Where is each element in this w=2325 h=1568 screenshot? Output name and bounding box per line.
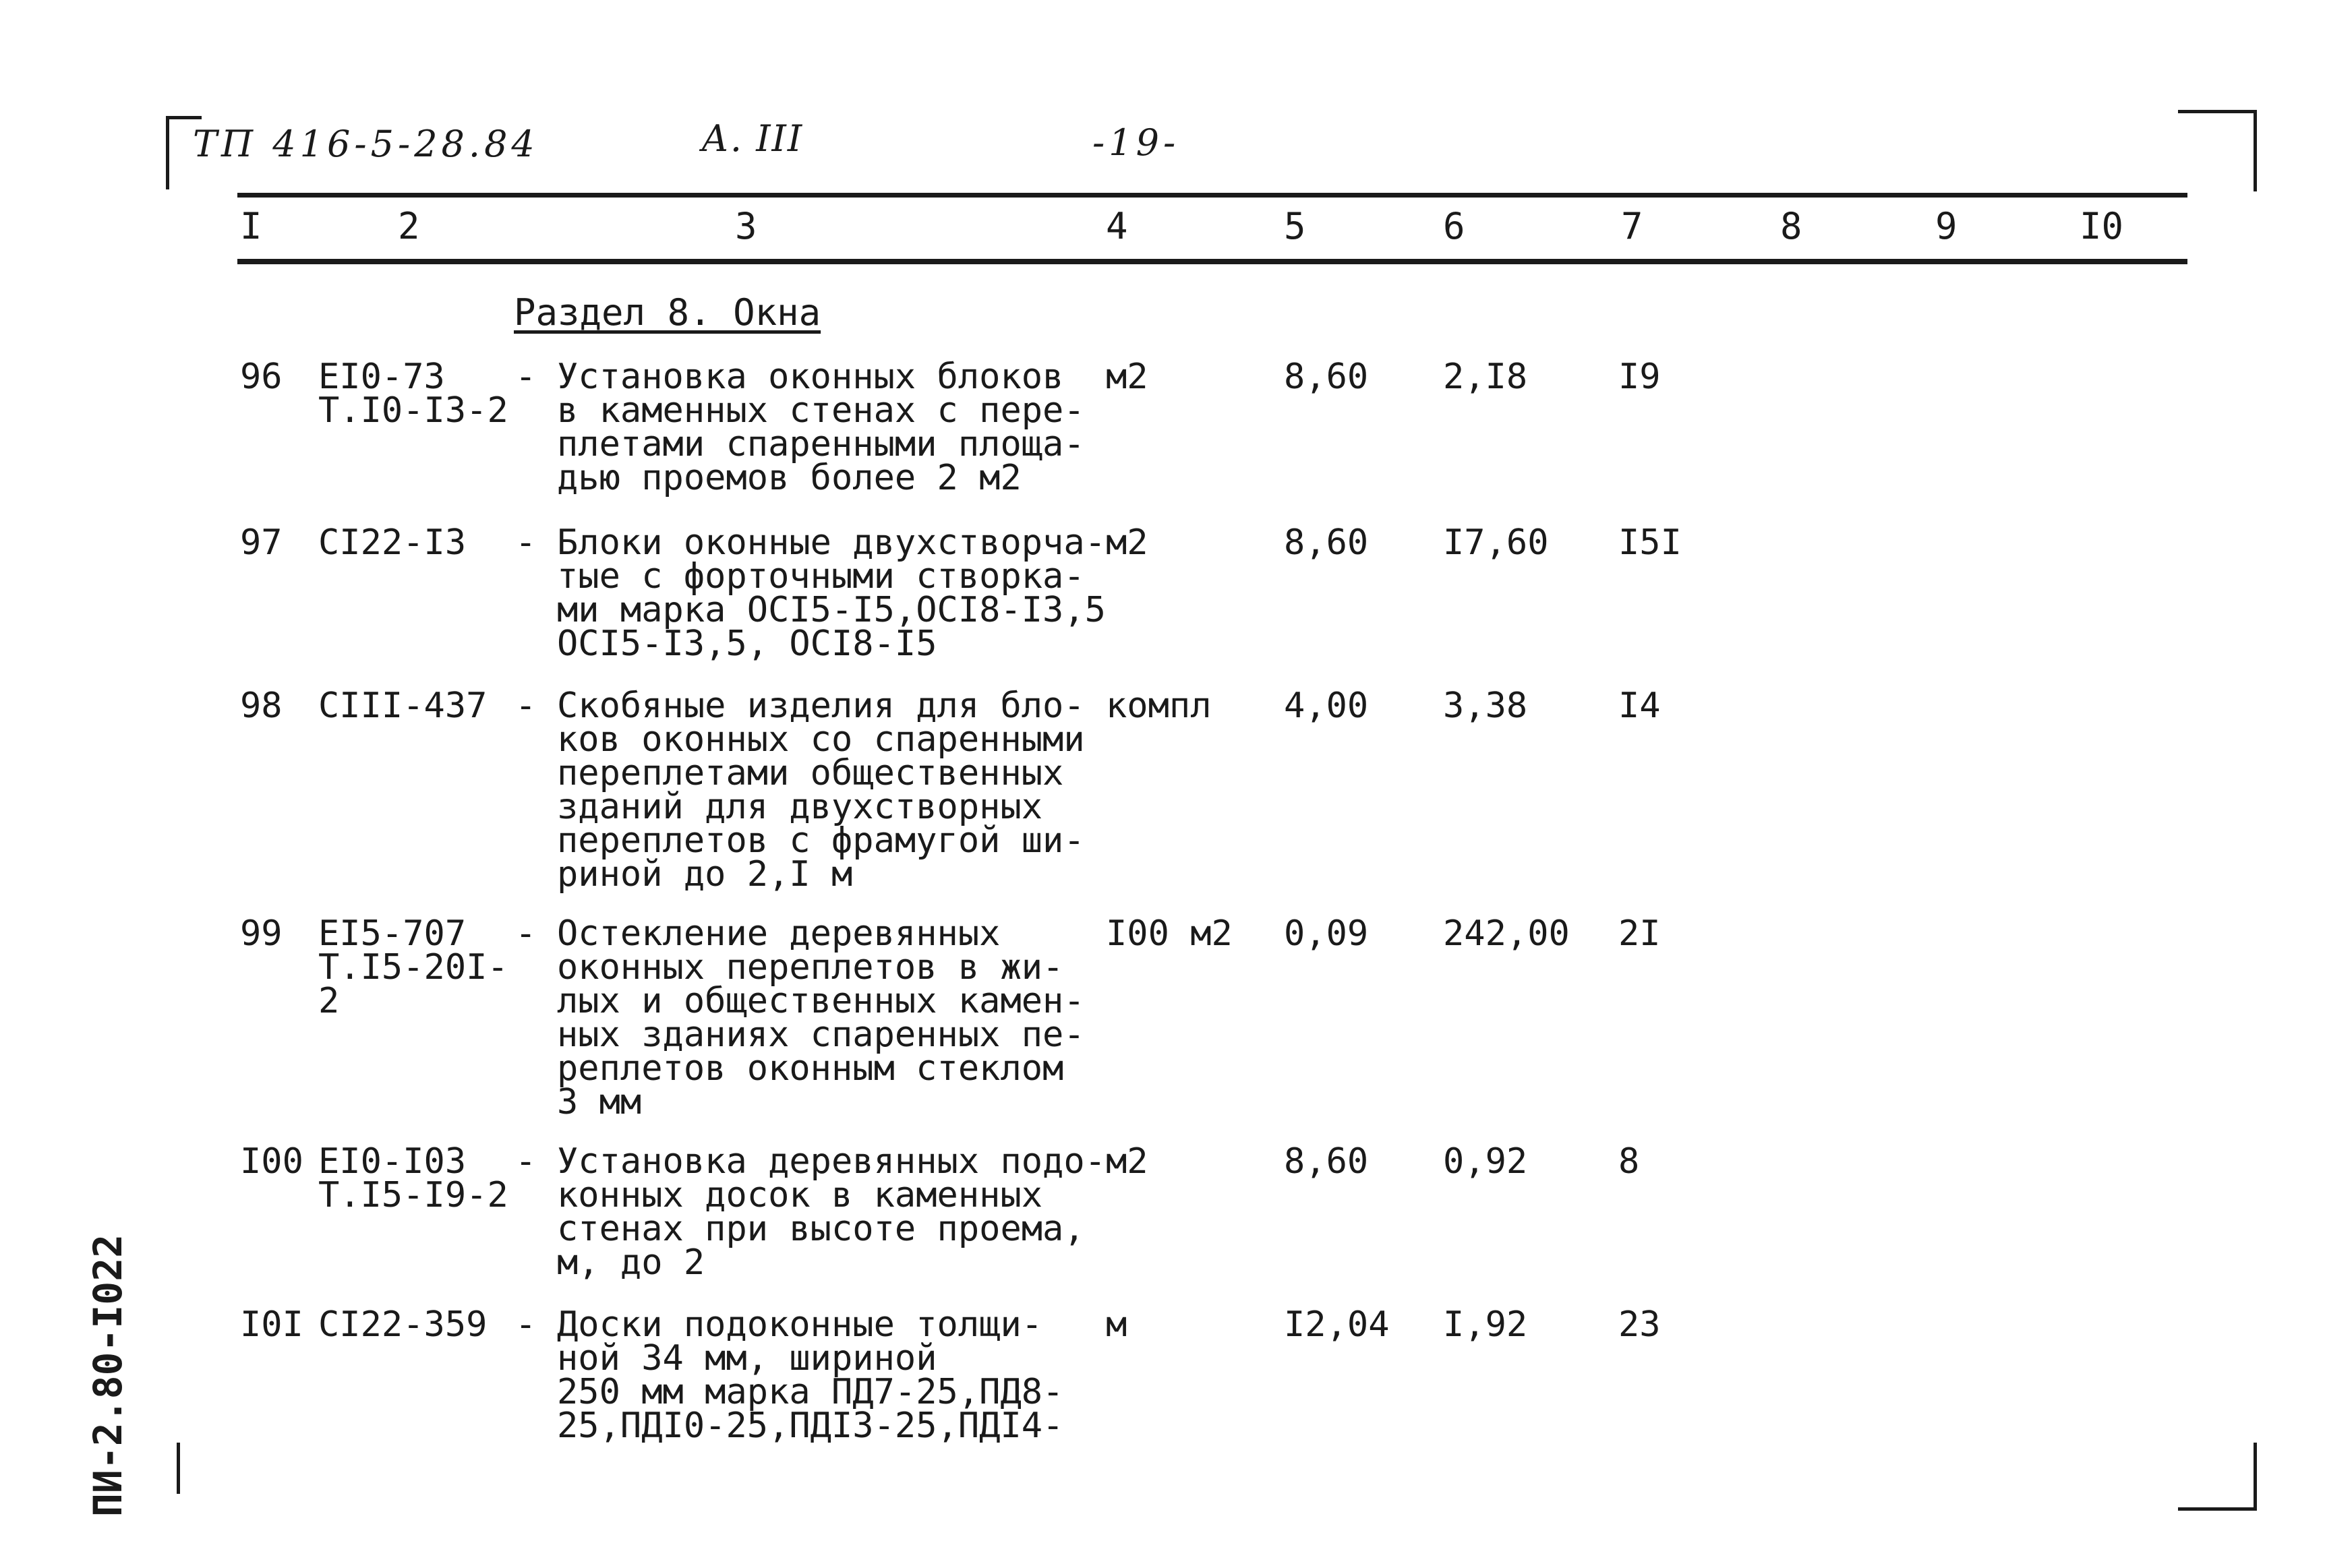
row-col6: I7,60 xyxy=(1443,522,1549,563)
row-col5: 0,09 xyxy=(1284,913,1369,954)
row-code xyxy=(318,357,508,431)
row-number: 97 xyxy=(240,522,283,563)
row-col7: 23 xyxy=(1618,1304,1661,1345)
row-col7: I9 xyxy=(1618,357,1661,397)
column-number-10: I0 xyxy=(2080,205,2124,247)
row-dash: - xyxy=(515,686,537,726)
row-dash: - xyxy=(515,913,537,954)
row-number: 99 xyxy=(240,913,283,954)
column-number-4: 4 xyxy=(1106,205,1128,247)
column-number-1: I xyxy=(240,205,262,247)
description-line: Установка оконных блоков xyxy=(557,357,1064,397)
row-code xyxy=(318,686,488,726)
description-line: Доски подоконные толщи- xyxy=(557,1304,1043,1345)
row-code xyxy=(318,1141,508,1215)
column-number-3: 3 xyxy=(735,205,757,247)
row-col5: 8,60 xyxy=(1284,357,1369,397)
description-line: стенах при высоте проема, xyxy=(557,1209,1085,1249)
description-line: зданий для двухстворных xyxy=(557,787,1043,827)
description-line: Блоки оконные двухстворча- xyxy=(557,522,1106,563)
row-dash: - xyxy=(515,1304,537,1345)
description-line: переплетами общественных xyxy=(557,753,1064,793)
row-col7: 8 xyxy=(1618,1141,1640,1182)
description-line: Установка деревянных подо- xyxy=(557,1141,1106,1182)
description-line: Скобяные изделия для бло- xyxy=(557,686,1085,726)
code-line: CI22-359 xyxy=(318,1304,488,1345)
row-number: I00 xyxy=(240,1141,303,1182)
row-dash: - xyxy=(515,1141,537,1182)
row-code xyxy=(318,522,467,563)
row-unit: м2 xyxy=(1106,1141,1148,1182)
side-stamp: ПИ-2.80-I022 xyxy=(85,1234,131,1517)
header-rule-top xyxy=(237,193,2187,198)
row-dash: - xyxy=(515,357,537,397)
column-number-7: 7 xyxy=(1621,205,1643,247)
column-number-6: 6 xyxy=(1443,205,1465,247)
code-line: EI5-707 xyxy=(318,913,467,954)
row-number: 96 xyxy=(240,357,283,397)
document-code: ТП 416-5-28.84 xyxy=(193,123,539,165)
description-line: конных досок в каменных xyxy=(557,1175,1043,1215)
description-line: реплетов оконным стеклом xyxy=(557,1048,1064,1089)
description-line: 3 мм xyxy=(557,1082,642,1122)
row-code xyxy=(318,913,508,1021)
row-description xyxy=(557,913,1085,1122)
page-number: -19- xyxy=(1092,121,1180,164)
code-line: Т.I5-I9-2 xyxy=(318,1175,508,1215)
row-code xyxy=(318,1304,488,1345)
row-unit: м2 xyxy=(1106,357,1148,397)
corner-mark-bottom-left xyxy=(177,1443,180,1494)
row-col7: I5I xyxy=(1618,522,1682,563)
description-line: тые с форточными створка- xyxy=(557,556,1085,597)
description-line: ных зданиях спаренных пе- xyxy=(557,1015,1085,1055)
code-line: EI0-I03 xyxy=(318,1141,467,1182)
code-line: Т.I0-I3-2 xyxy=(318,390,508,431)
column-number-8: 8 xyxy=(1780,205,1802,247)
row-col6: 3,38 xyxy=(1443,686,1528,726)
row-col7: 2I xyxy=(1618,913,1661,954)
row-col6: 242,00 xyxy=(1443,913,1570,954)
description-line: 25,ПДI0-25,ПДI3-25,ПДI4- xyxy=(557,1406,1064,1446)
row-col5: 8,60 xyxy=(1284,522,1369,563)
description-line: Остекление деревянных xyxy=(557,913,1001,954)
code-line: Т.I5-20I- xyxy=(318,947,508,988)
row-description xyxy=(557,357,1085,498)
row-number: 98 xyxy=(240,686,283,726)
description-line: ми марка ОСI5-I5,ОСI8-I3,5 xyxy=(557,590,1106,630)
row-col6: 0,92 xyxy=(1443,1141,1528,1182)
description-line: риной до 2,I м xyxy=(557,854,853,895)
description-line: ков оконных со спаренными xyxy=(557,719,1085,760)
row-unit: компл xyxy=(1106,686,1212,726)
code-line: CIII-437 xyxy=(318,686,488,726)
description-line: дью проемов более 2 м2 xyxy=(557,458,1022,498)
row-col5: 4,00 xyxy=(1284,686,1369,726)
corner-bracket-top-right xyxy=(2178,110,2257,191)
description-line: переплетов с фрамугой ши- xyxy=(557,820,1085,861)
row-dash: - xyxy=(515,522,537,563)
row-description xyxy=(557,1141,1106,1283)
row-col6: 2,I8 xyxy=(1443,357,1528,397)
description-line: в каменных стенах с пере- xyxy=(557,390,1085,431)
row-number: I0I xyxy=(240,1304,303,1345)
sheet-label: А. III xyxy=(701,117,804,160)
description-line: плетами спаренными площа- xyxy=(557,424,1085,464)
header-rule-bottom xyxy=(237,259,2187,264)
description-line: ной 34 мм, шириной xyxy=(557,1338,937,1379)
description-line: ОСI5-I3,5, ОСI8-I5 xyxy=(557,624,937,664)
row-description xyxy=(557,686,1085,895)
row-col5: I2,04 xyxy=(1284,1304,1390,1345)
column-number-2: 2 xyxy=(398,205,420,247)
row-description xyxy=(557,1304,1064,1446)
section-title: Раздел 8. Окна xyxy=(514,291,821,334)
code-line: EI0-73 xyxy=(318,357,445,397)
row-col6: I,92 xyxy=(1443,1304,1528,1345)
column-number-5: 5 xyxy=(1284,205,1306,247)
row-unit: I00 м2 xyxy=(1106,913,1233,954)
description-line: оконных переплетов в жи- xyxy=(557,947,1064,988)
corner-bracket-bottom-right xyxy=(2178,1443,2257,1511)
row-col5: 8,60 xyxy=(1284,1141,1369,1182)
row-unit: м2 xyxy=(1106,522,1148,563)
row-description xyxy=(557,522,1106,664)
row-col7: I4 xyxy=(1618,686,1661,726)
code-line: 2 xyxy=(318,981,340,1021)
description-line: 250 мм марка ПД7-25,ПД8- xyxy=(557,1372,1064,1412)
description-line: лых и общественных камен- xyxy=(557,981,1085,1021)
row-unit: м xyxy=(1106,1304,1127,1345)
column-number-9: 9 xyxy=(1935,205,1958,247)
code-line: CI22-I3 xyxy=(318,522,467,563)
description-line: м, до 2 xyxy=(557,1242,705,1283)
